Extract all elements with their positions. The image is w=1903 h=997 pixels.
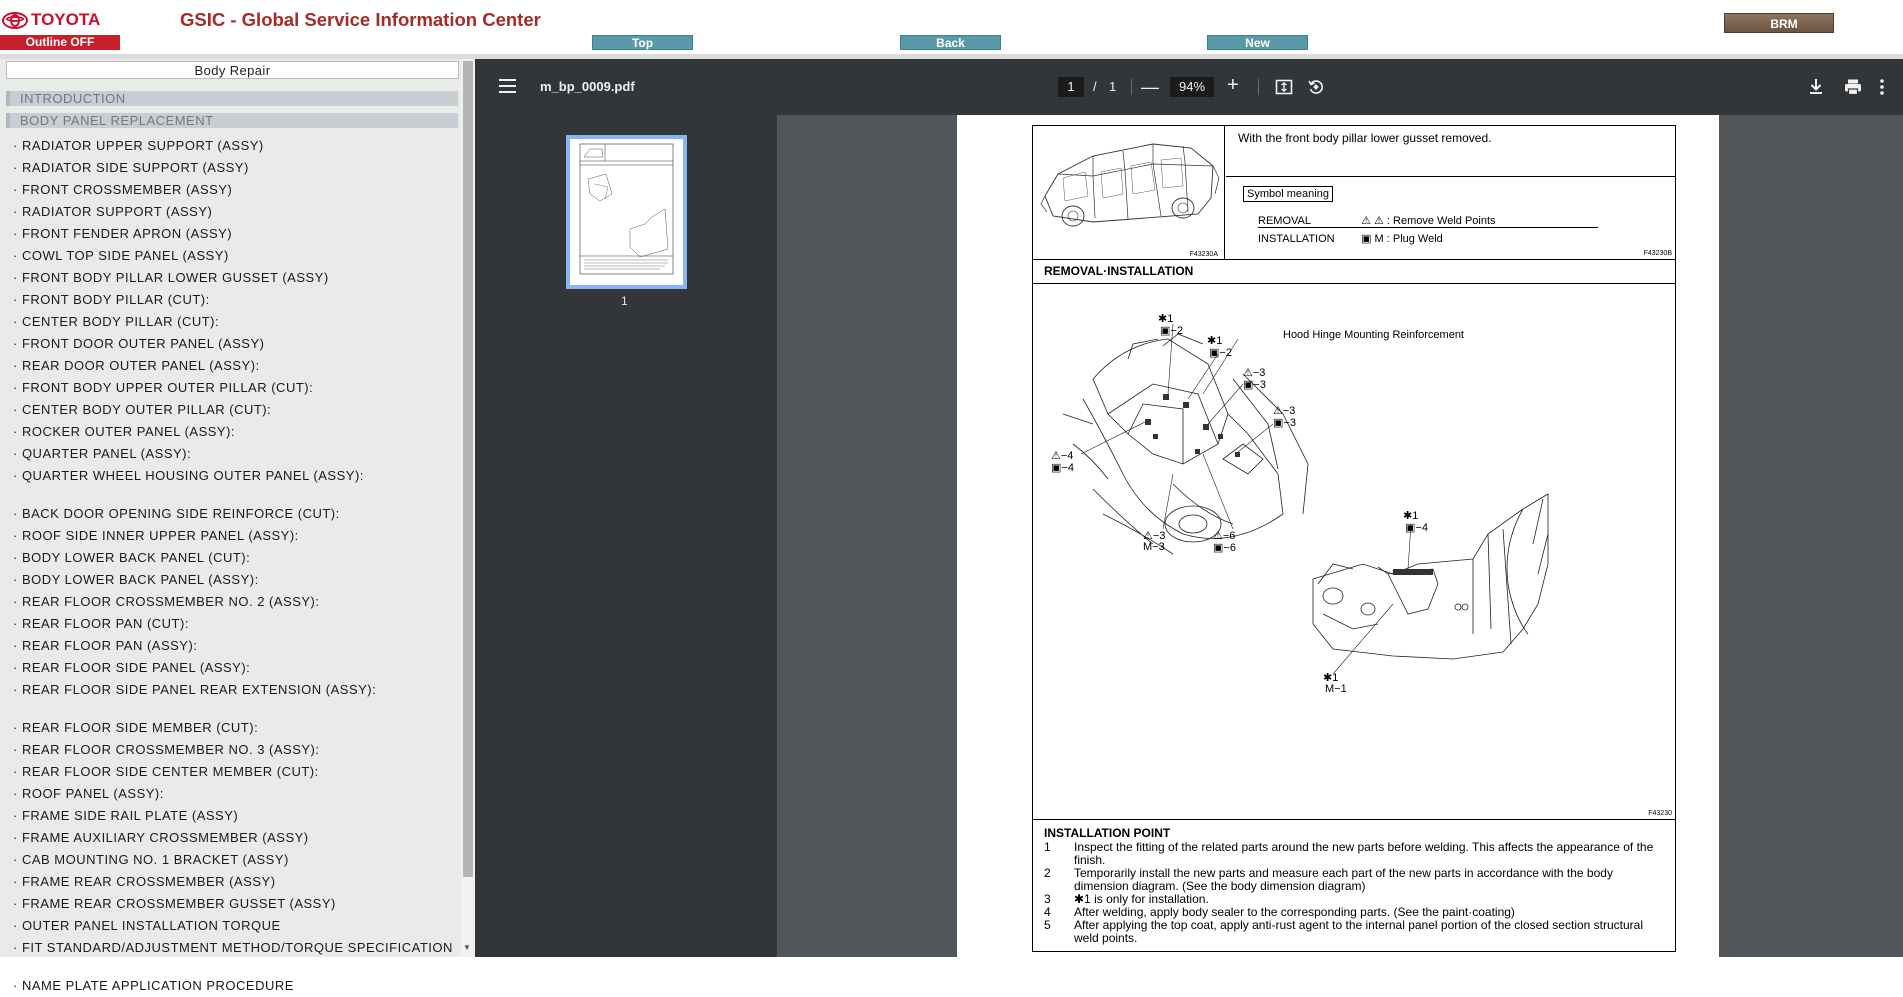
sidebar-item[interactable]: · REAR DOOR OUTER PANEL (ASSY): — [13, 358, 260, 373]
sidebar-item[interactable]: · QUARTER PANEL (ASSY): — [13, 446, 192, 461]
print-icon[interactable] — [1844, 78, 1862, 96]
installation-point-item — [1044, 919, 1665, 945]
more-options-icon[interactable] — [1879, 78, 1885, 96]
symbol-row — [1033, 126, 1675, 260]
weld-callout: M−1 — [1325, 683, 1347, 695]
category-introduction[interactable]: INTRODUCTION — [6, 91, 458, 106]
pdf-toolbar — [475, 59, 1903, 115]
sidebar-item[interactable]: · BACK DOOR OPENING SIDE REINFORCE (CUT): — [13, 506, 340, 521]
weld-removal-icon: ⚠ ⚠ — [1361, 215, 1384, 227]
installation-meaning: : Plug Weld — [1386, 233, 1443, 245]
removal-label: REMOVAL — [1258, 215, 1311, 227]
pdf-filename: m_bp_0009.pdf — [540, 79, 635, 94]
weld-diagram — [1033, 284, 1677, 820]
download-icon[interactable] — [1808, 78, 1824, 96]
weld-callout: ⚠−3 — [1143, 530, 1166, 542]
sidebar-item[interactable]: · ROCKER OUTER PANEL (ASSY): — [13, 424, 236, 439]
menu-icon[interactable] — [499, 79, 516, 93]
toyota-logo — [2, 10, 100, 30]
installation-point-number: 3 — [1044, 892, 1051, 906]
installation-point-number: 4 — [1044, 905, 1051, 919]
page-total: 1 — [1109, 79, 1117, 94]
removal-meaning: : Remove Weld Points — [1386, 215, 1496, 227]
weld-callout: ▣−6 — [1213, 542, 1236, 554]
diagram-area — [1033, 284, 1675, 820]
row-divider — [1226, 176, 1676, 177]
installation-point-item — [1044, 841, 1665, 867]
installation-symbol-row — [1258, 232, 1443, 245]
installation-point-text: Inspect the fitting of the related parts around the new parts before welding. This affects the appearance of the finish. — [1074, 840, 1654, 867]
weld-callout: ✱1 — [1158, 313, 1174, 325]
zoom-out-icon[interactable]: — — [1141, 77, 1159, 97]
figure-code: F43230 — [1648, 810, 1672, 817]
sidebar-item[interactable]: · RADIATOR SIDE SUPPORT (ASSY) — [13, 160, 249, 175]
hood-hinge-callout: Hood Hinge Mounting Reinforcement — [1283, 329, 1464, 341]
toyota-emblem-icon — [2, 12, 28, 29]
sidebar-item[interactable]: · FRAME REAR CROSSMEMBER (ASSY) — [13, 874, 276, 889]
top-button[interactable]: Top — [592, 35, 693, 50]
installation-point-number: 5 — [1044, 918, 1051, 932]
back-button[interactable]: Back — [900, 35, 1001, 50]
page-thumbnail[interactable] — [566, 135, 687, 289]
pdf-viewer — [475, 59, 1903, 957]
installation-label: INSTALLATION — [1258, 233, 1335, 245]
figure-code: F43230B — [1643, 250, 1672, 257]
plug-weld-icon: ▣ M — [1361, 233, 1384, 245]
zoom-input[interactable] — [1170, 77, 1214, 97]
toolbar-divider — [1131, 79, 1132, 95]
installation-point-number: 1 — [1044, 840, 1051, 854]
weld-callout: ⚠−3 — [1273, 405, 1296, 417]
sidebar-item[interactable]: · REAR FLOOR PAN (CUT): — [13, 616, 189, 631]
sidebar-item[interactable]: · REAR FLOOR SIDE PANEL REAR EXTENSION (ASSY): — [13, 682, 377, 697]
installation-point-text: Temporarily install the new parts and measure each part of the new parts in accordance with the body dimension diagram. (See the body dimension diagram) — [1074, 866, 1613, 893]
sidebar-item[interactable]: · FRAME SIDE RAIL PLATE (ASSY) — [13, 808, 239, 823]
sidebar — [0, 59, 475, 993]
car-body-image — [1033, 126, 1225, 260]
installation-point-text: ✱1 is only for installation. — [1074, 892, 1209, 906]
weld-callout: ▣−4 — [1051, 462, 1074, 474]
sidebar-item[interactable]: · REAR FLOOR SIDE PANEL (ASSY): — [13, 660, 251, 675]
installation-point-list — [1044, 841, 1665, 945]
scroll-down-icon[interactable]: ▼ — [463, 943, 471, 952]
sidebar-item[interactable]: · OUTER PANEL INSTALLATION TORQUE — [13, 918, 281, 933]
section-heading: REMOVAL·INSTALLATION — [1033, 260, 1675, 284]
outline-toggle-button[interactable]: Outline OFF — [0, 35, 120, 50]
sidebar-item[interactable]: · FRAME AUXILIARY CROSSMEMBER (ASSY) — [13, 830, 309, 845]
toolbar-divider — [1258, 79, 1259, 95]
sidebar-item[interactable]: · FRONT FENDER APRON (ASSY) — [13, 226, 233, 241]
app-header — [0, 0, 1903, 57]
sidebar-item[interactable]: · RADIATOR UPPER SUPPORT (ASSY) — [13, 138, 264, 153]
thumbnail-preview — [570, 139, 683, 285]
installation-point-number: 2 — [1044, 866, 1051, 880]
sidebar-item[interactable]: · FRONT DOOR OUTER PANEL (ASSY) — [13, 336, 265, 351]
weld-callout: ⚠−4 — [1051, 450, 1074, 462]
symbol-underline — [1258, 227, 1598, 228]
figure-code: F43230A — [1189, 251, 1218, 258]
installation-point-text: After welding, apply body sealer to the corresponding parts. (See the paint·coating) — [1074, 905, 1515, 919]
sidebar-item[interactable]: · REAR FLOOR SIDE CENTER MEMBER (CUT): — [13, 764, 319, 779]
sidebar-item[interactable]: · NAME PLATE APPLICATION PROCEDURE — [13, 978, 294, 993]
sidebar-item[interactable]: · REAR FLOOR CROSSMEMBER NO. 3 (ASSY): — [13, 742, 320, 757]
fit-page-icon[interactable] — [1275, 78, 1293, 96]
pdf-page-area[interactable] — [777, 115, 1903, 957]
sidebar-item[interactable]: · FRONT CROSSMEMBER (ASSY) — [13, 182, 233, 197]
brm-button[interactable]: BRM — [1724, 13, 1834, 33]
weld-callout: ⚠−3 — [1243, 367, 1266, 379]
weld-callout: ✱1 — [1207, 335, 1223, 347]
category-body-panel-replacement[interactable]: BODY PANEL REPLACEMENT — [6, 113, 458, 128]
sidebar-item[interactable]: · FRONT BODY UPPER OUTER PILLAR (CUT): — [13, 380, 314, 395]
sidebar-item[interactable]: · REAR FLOOR SIDE MEMBER (CUT): — [13, 720, 259, 735]
document-box — [1032, 125, 1676, 952]
new-button[interactable]: New — [1207, 35, 1308, 50]
app-title: GSIC - Global Service Information Center — [180, 9, 541, 30]
logo-text: TOYOTA — [31, 10, 101, 29]
sidebar-item[interactable]: · COWL TOP SIDE PANEL (ASSY) — [13, 248, 229, 263]
weld-callout: ▣−3 — [1273, 417, 1296, 429]
sidebar-item[interactable]: · CENTER BODY PILLAR (CUT): — [13, 314, 220, 329]
sidebar-item[interactable]: · REAR FLOOR CROSSMEMBER NO. 2 (ASSY): — [13, 594, 320, 609]
weld-callout: M−3 — [1143, 541, 1165, 553]
thumbnail-page-number: 1 — [621, 294, 628, 308]
page-number-input[interactable] — [1058, 77, 1084, 97]
sidebar-item[interactable]: · ROOF SIDE INNER UPPER PANEL (ASSY): — [13, 528, 299, 543]
sidebar-item-list — [13, 135, 453, 997]
sidebar-item[interactable]: · BODY LOWER BACK PANEL (ASSY): — [13, 572, 259, 587]
sidebar-item[interactable]: · FRONT BODY PILLAR (CUT): — [13, 292, 210, 307]
sidebar-item[interactable]: · BODY LOWER BACK PANEL (CUT): — [13, 550, 251, 565]
weld-callout: ✱1 — [1323, 672, 1339, 684]
sidebar-item[interactable]: · FRONT BODY PILLAR LOWER GUSSET (ASSY) — [13, 270, 329, 285]
car-illustration — [1033, 126, 1225, 260]
sidebar-item[interactable]: · FIT STANDARD/ADJUSTMENT METHOD/TORQUE SPECIFICATION — [13, 940, 453, 955]
sidebar-scrollbar[interactable] — [461, 59, 475, 957]
sidebar-item[interactable]: · ROOF PANEL (ASSY): — [13, 786, 164, 801]
sidebar-item[interactable]: · FRAME REAR CROSSMEMBER GUSSET (ASSY) — [13, 896, 336, 911]
pdf-page — [957, 115, 1719, 957]
weld-callout: ▣−3 — [1243, 379, 1266, 391]
sidebar-item[interactable]: · QUARTER WHEEL HOUSING OUTER PANEL (ASSY): — [13, 468, 364, 483]
thumbnail-pane — [475, 115, 777, 957]
sidebar-item[interactable]: · CAB MOUNTING NO. 1 BRACKET (ASSY) — [13, 852, 289, 867]
installation-point-section — [1033, 820, 1675, 951]
weld-callout: ▣−2 — [1160, 325, 1183, 337]
zoom-in-icon[interactable]: + — [1227, 74, 1239, 96]
removal-note: With the front body pillar lower gusset removed. — [1238, 131, 1492, 145]
sidebar-item[interactable]: · RADIATOR SUPPORT (ASSY) — [13, 204, 213, 219]
rotate-icon[interactable] — [1307, 78, 1325, 96]
installation-point-title: INSTALLATION POINT — [1044, 826, 1171, 840]
sidebar-item[interactable]: · CENTER BODY OUTER PILLAR (CUT): — [13, 402, 272, 417]
scrollbar-thumb[interactable] — [463, 61, 473, 877]
page-separator: / — [1093, 79, 1097, 94]
weld-callout: ▣−2 — [1209, 347, 1232, 359]
weld-callout: ⚠−6 — [1213, 530, 1236, 542]
removal-symbol-row — [1258, 214, 1496, 227]
sidebar-section-title: Body Repair — [6, 61, 459, 79]
weld-callout: ▣−4 — [1405, 522, 1428, 534]
sidebar-item[interactable]: · REAR FLOOR PAN (ASSY): — [13, 638, 198, 653]
symbol-meaning-title: Symbol meaning — [1243, 186, 1333, 202]
weld-callout: ✱1 — [1403, 510, 1419, 522]
installation-point-item — [1044, 867, 1665, 893]
installation-point-text: After applying the top coat, apply anti-rust agent to the internal panel portion of the closed section structural weld points. — [1074, 918, 1644, 945]
